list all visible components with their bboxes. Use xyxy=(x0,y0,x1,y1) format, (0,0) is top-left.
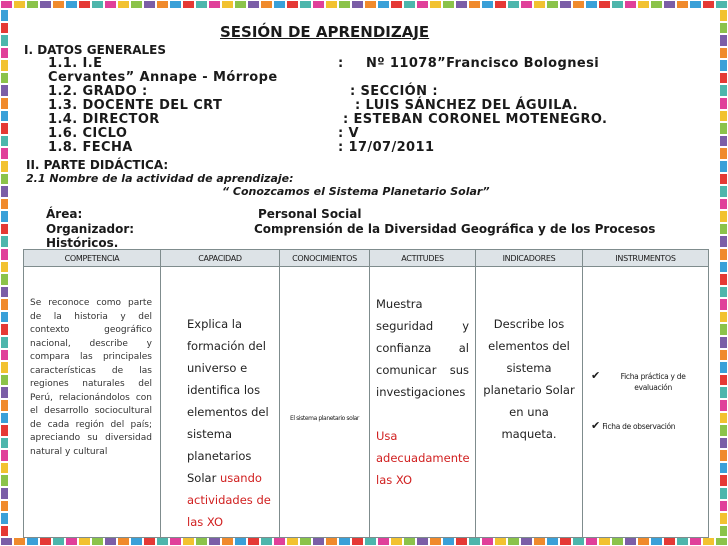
decorative-border-top xyxy=(0,0,728,9)
indicadores-text: Describe los elementos del sistema planetario Solar en una maqueta. xyxy=(483,317,575,441)
header-actitudes: ACTITUDES xyxy=(370,250,476,267)
grado-label: 1.2. GRADO : xyxy=(48,84,148,99)
ie-value-2: Cervantes” Annape - Mórrope xyxy=(48,70,278,85)
list-item xyxy=(591,421,704,432)
organizador-label: Organizador: xyxy=(46,222,135,236)
organizador-value: Comprensión de la Diversidad Geográfica y de los Procesos xyxy=(254,222,656,236)
instrumento-label: Ficha práctica y de evaluación xyxy=(620,372,686,392)
actitudes-red-text: Usa adecuadamente las XO xyxy=(376,429,470,487)
ciclo-label: 1.6. CICLO xyxy=(48,126,128,141)
decorative-border-left xyxy=(0,9,9,537)
conocimientos-text: El sistema planetario solar xyxy=(290,415,359,422)
table-row xyxy=(24,267,709,538)
actividad-value: “ Conozcamos el Sistema Planetario Solar” xyxy=(222,185,490,198)
header-instrumentos: INSTRUMENTOS xyxy=(583,250,709,267)
header-capacidad: CAPACIDAD xyxy=(161,250,280,267)
section-datos-generales: I. DATOS GENERALES xyxy=(24,43,167,57)
header-conocimientos: CONOCIMIENTOS xyxy=(280,250,370,267)
capacidad-text: Explica la formación del universo e identifica los elementos del sistema planetarios Solar xyxy=(187,317,269,485)
table-header-row xyxy=(24,250,709,267)
header-indicadores: INDICADORES xyxy=(476,250,583,267)
cell-capacidad xyxy=(161,267,280,538)
checkmark-icon: ✔ xyxy=(591,369,601,382)
session-table xyxy=(23,249,709,538)
ie-sep: : xyxy=(338,56,344,71)
fecha-label: 1.8. FECHA xyxy=(48,140,133,155)
competencia-text: Se reconoce como parte de la historia y del contexto geográfico nacional, describe y compara las principales características de las regiones naturales del Perú, relacionándolos con el desarrollo sociocultural de cada región del país; apreciando su diversidad natural y cultural xyxy=(30,298,152,457)
area-value: Personal Social xyxy=(258,207,362,221)
cell-conocimientos xyxy=(280,267,370,538)
header-competencia: COMPETENCIA xyxy=(24,250,161,267)
decorative-border-bottom xyxy=(0,537,728,546)
cell-indicadores xyxy=(476,267,583,538)
checkmark-icon: ✔ xyxy=(591,419,601,432)
director-value: : ESTEBAN CORONEL MOTENEGRO. xyxy=(343,112,608,127)
area-label: Área: xyxy=(46,207,83,221)
organizador-value-2: Históricos. xyxy=(46,236,119,250)
page-title: SESIÓN DE APRENDIZAJE xyxy=(220,23,430,41)
actividad-label: 2.1 Nombre de la actividad de aprendizaje: xyxy=(26,172,294,185)
docente-value: : LUIS SÁNCHEZ DEL ÁGUILA. xyxy=(355,98,578,113)
docente-label: 1.3. DOCENTE DEL CRT xyxy=(48,98,223,113)
section-parte-didactica: II. PARTE DIDÁCTICA: xyxy=(26,158,169,172)
ciclo-value: : V xyxy=(338,126,359,141)
cell-competencia xyxy=(24,267,161,538)
fecha-value: : 17/07/2011 xyxy=(338,140,435,155)
list-item xyxy=(591,371,704,393)
ie-label: 1.1. I.E xyxy=(48,56,103,71)
cell-actitudes xyxy=(370,267,476,538)
ie-value: Nº 11078”Francisco Bolognesi xyxy=(366,56,600,71)
actitudes-text: Muestra seguridad y confianza al comunicar sus investigaciones xyxy=(376,297,469,399)
director-label: 1.4. DIRECTOR xyxy=(48,112,160,127)
decorative-border-right xyxy=(719,9,728,537)
capacidad-red-text: usando actividades de las XO xyxy=(187,471,271,529)
seccion-label: : SECCIÓN : xyxy=(350,84,438,99)
instrumento-label: Ficha de observación xyxy=(602,422,676,431)
actitudes-wrapper xyxy=(370,267,475,491)
cell-instrumentos xyxy=(583,267,709,538)
instrumentos-list xyxy=(583,267,708,432)
capacidad-text-wrapper xyxy=(161,267,279,533)
